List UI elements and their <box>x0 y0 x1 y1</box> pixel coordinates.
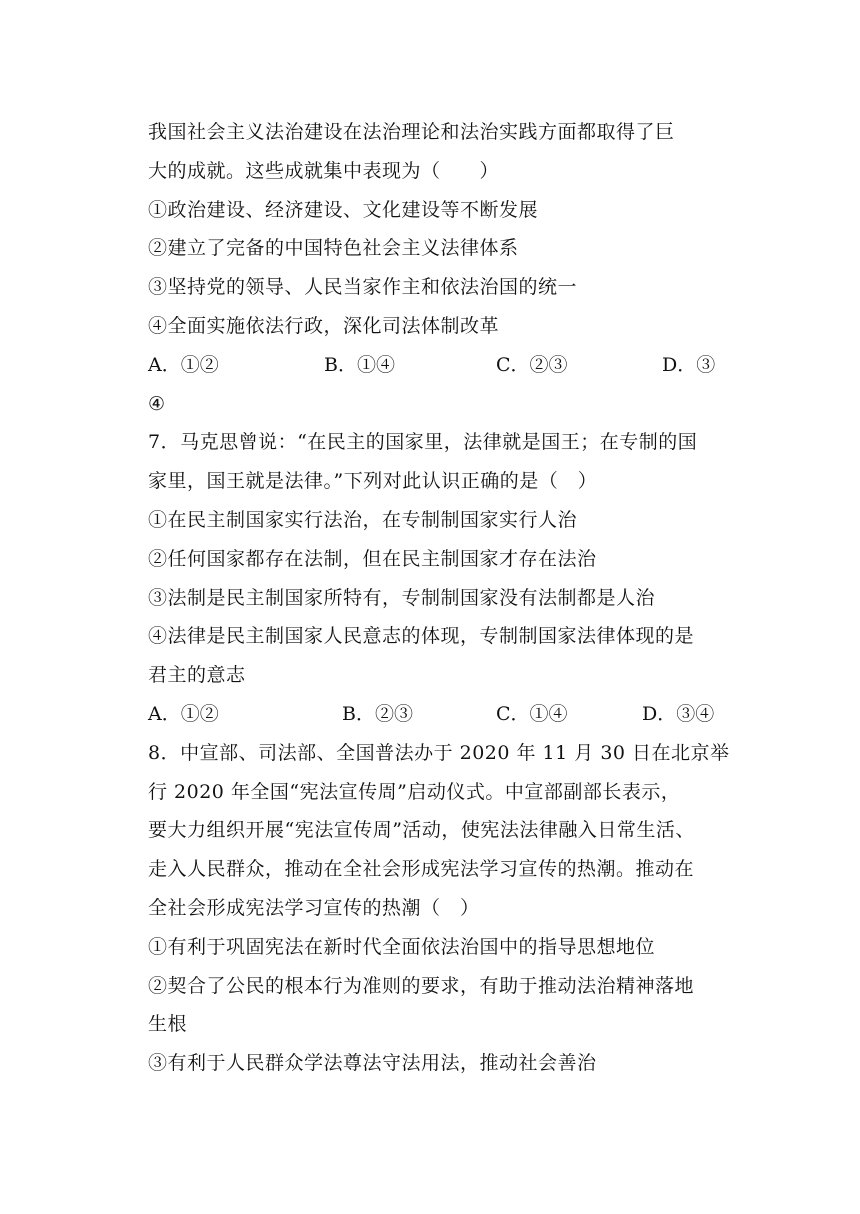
q6-option-a: A．①② <box>148 353 219 376</box>
q6-statement-4: ④全面实施依法行政，深化司法体制改革 <box>148 314 500 337</box>
q8-stem-line-5: 全社会形成宪法学习宣传的热潮（ ） <box>148 896 480 919</box>
q8-statement-2: ②契合了公民的根本行为准则的要求，有助于推动法治精神落地 <box>148 974 695 997</box>
q6-statement-3: ③坚持党的领导、人民当家作主和依法治国的统一 <box>148 276 578 299</box>
q8-stem-line-3: 要大力组织开展“宪法宣传周”活动，使宪法法律融入日常生活、 <box>148 819 695 842</box>
q6-stem-line-2: 大的成就。这些成就集中表现为（ ） <box>148 159 500 182</box>
q7-option-d: D．③④ <box>642 702 715 725</box>
q6-options <box>148 346 718 385</box>
q6-option-d: D．③ <box>662 353 716 376</box>
q7-option-b: B．②③ <box>342 702 413 725</box>
q7-statement-1: ①在民主制国家实行法治，在专制制国家实行人治 <box>148 508 578 531</box>
q8-statement-2-wrap: 生根 <box>148 1013 188 1036</box>
q6-stem-line-1: 我国社会主义法治建设在法治理论和法治实践方面都取得了巨 <box>148 121 675 143</box>
q8-statement-1: ①有利于巩固宪法在新时代全面依法治国中的指导思想地位 <box>148 935 656 958</box>
q8-stem-line-4: 走入人民群众，推动在全社会形成宪法学习宣传的热潮。推动在 <box>148 858 695 881</box>
q7-options <box>148 695 718 734</box>
q6-option-wrap: ④ <box>148 392 166 415</box>
q7-stem-line-2: 家里，国王就是法律。”下列对此认识正确的是（ ） <box>148 470 598 493</box>
q8-statement-3: ③有利于人民群众学法尊法守法用法，推动社会善治 <box>148 1052 597 1075</box>
q6-option-c: C．②③ <box>496 353 568 376</box>
q8-stem-line-2: 行 2020 年全国“宪法宣传周”启动仪式。中宣部副部长表示， <box>148 780 681 803</box>
q7-option-c: C．①④ <box>496 702 568 725</box>
q6-statement-2: ②建立了完备的中国特色社会主义法律体系 <box>148 237 519 260</box>
q7-option-a: A．①② <box>148 702 219 725</box>
q7-statement-4-wrap: 君主的意志 <box>148 664 246 687</box>
q7-statement-2: ②任何国家都存在法制，但在民主制国家才存在法治 <box>148 547 597 570</box>
q7-statement-4: ④法律是民主制国家人民意志的体现，专制制国家法律体现的是 <box>148 625 695 648</box>
q6-statement-1: ①政治建设、经济建设、文化建设等不断发展 <box>148 198 539 221</box>
q6-option-b: B．①④ <box>324 353 395 376</box>
q7-stem-line-1: 7．马克思曾说：“在民主的国家里，法律就是国王；在专制的国 <box>148 431 698 454</box>
q7-statement-3: ③法制是民主制国家所特有，专制制国家没有法制都是人治 <box>148 586 656 609</box>
q8-stem-line-1: 8．中宣部、司法部、全国普法办于 2020 年 11 月 30 日在北京举 <box>148 741 730 764</box>
document-page <box>148 113 730 1083</box>
